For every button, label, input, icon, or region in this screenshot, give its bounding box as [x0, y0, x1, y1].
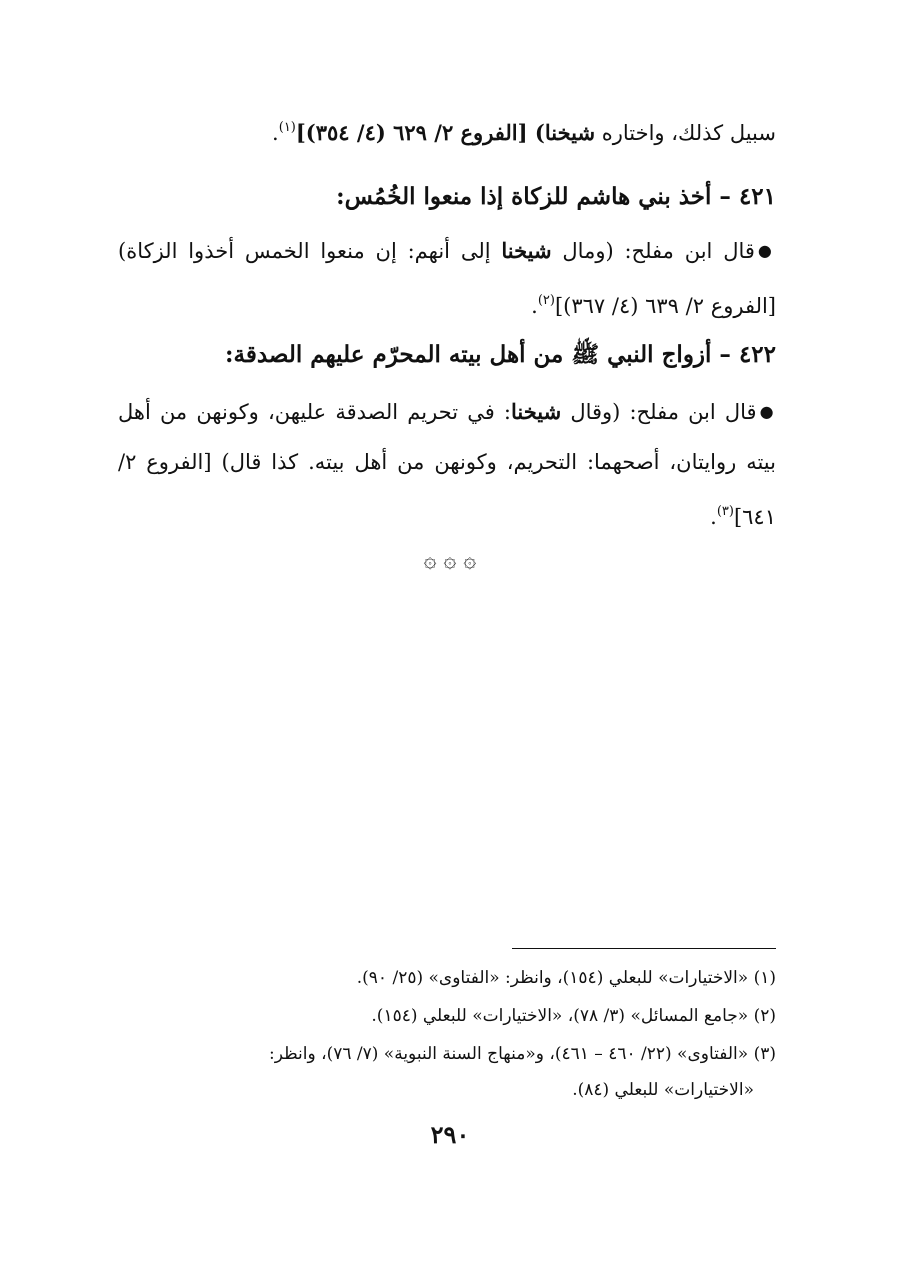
page-number: ٢٩٠ — [430, 1120, 470, 1149]
para-end: . — [710, 505, 717, 529]
footnote-ref-3: (٣) — [716, 504, 734, 519]
footnote-2: (٢) «جامع المسائل» (٣/ ٧٨)، «الاختيارات» للبعلي (١٥٤). — [371, 1006, 776, 1026]
section-divider-ornament: ۞ ۞ ۞ — [423, 548, 477, 573]
para-text-b: : في تحريم الصدقة عليهن، وكونهن من أهل بيته روايتان، أصحهما: التحريم، وكونهن من أهل بيته. كذا قال) [الفروع ٢/ ٦٤١] — [118, 400, 776, 529]
footnote-1: (١) «الاختيارات» للبعلي (١٥٤)، وانظر: «الفتاوى» (٢٥/ ٩٠). — [356, 968, 776, 988]
footnote-3: (٣) «الفتاوى» (٢٢/ ٤٦٠ – ٤٦١)، و«منهاج السنة النبوية» (٧/ ٧٦)، وانظر: — [268, 1044, 776, 1064]
shaykh-term: شيخنا — [544, 120, 596, 145]
para-text-a: قال ابن مفلح: (ومال — [551, 239, 755, 263]
footnote-ref-2: (٢) — [537, 293, 555, 308]
line-end: . — [272, 121, 279, 145]
footnote-separator — [512, 948, 776, 949]
shaykh-term: شيخنا — [501, 238, 552, 263]
para-text-a: قال ابن مفلح: (وقال — [561, 400, 757, 424]
paragraph-421 — [118, 226, 776, 331]
line-text-b: ) [الفروع ٢/ ٦٢٩ (٤/ ٣٥٤)] — [295, 120, 545, 145]
para-text-b: إلى أنهم: إن منعوا الخمس أخذوا الزكاة) [الفروع ٢/ ٦٣٩ (٤/ ٣٦٧)] — [118, 239, 776, 318]
footnote-3-continuation: «الاختيارات» للبعلي (٨٤). — [572, 1080, 754, 1100]
section-heading-422: ٤٢٢ – أزواج النبي ﷺ من أهل بيته المحرّم عليهم الصدقة: — [225, 341, 776, 368]
footnote-ref-1: (١) — [278, 120, 296, 135]
paragraph-422 — [118, 387, 776, 542]
shaykh-term: شيخنا — [510, 399, 562, 424]
section-heading-421: ٤٢١ – أخذ بني هاشم للزكاة إذا منعوا الخُمُس: — [336, 183, 776, 210]
bullet-icon: ● — [757, 241, 776, 260]
continuation-line — [118, 103, 776, 158]
para-end: . — [531, 294, 538, 318]
bullet-icon: ● — [759, 402, 776, 421]
line-text-a: سبيل كذلك، واختاره — [595, 121, 776, 145]
